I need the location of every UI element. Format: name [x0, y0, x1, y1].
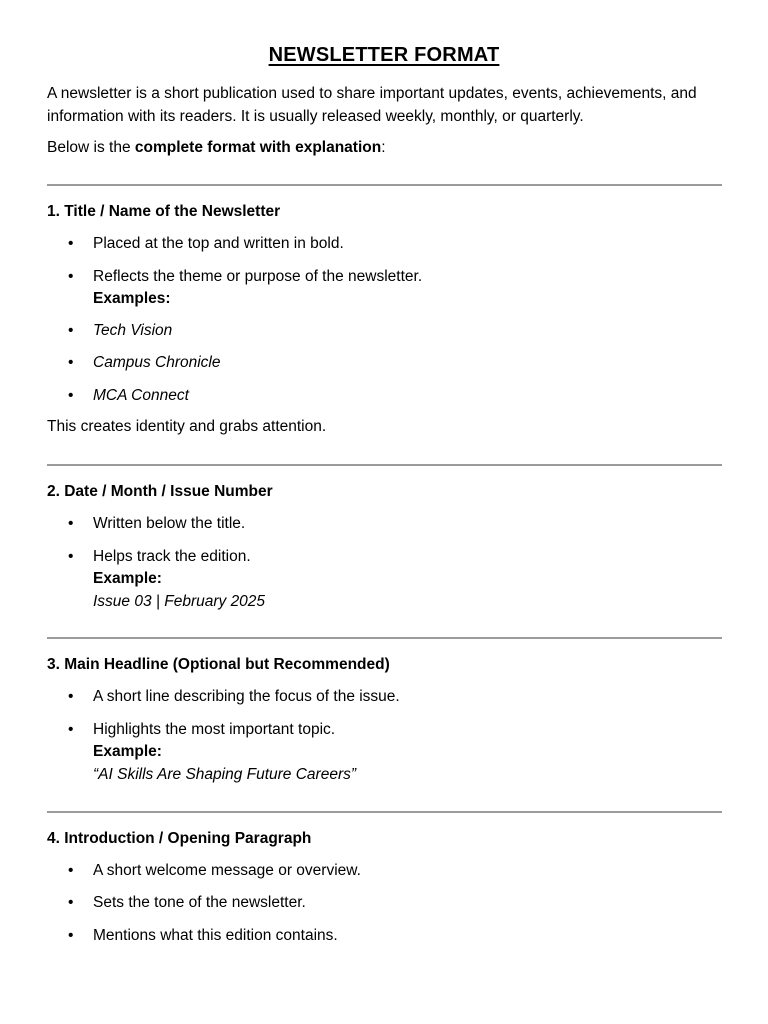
- section-1-closing: This creates identity and grabs attention.: [47, 418, 327, 435]
- section-divider: [47, 464, 722, 466]
- bullet-icon: •: [68, 268, 74, 285]
- bullet-icon: •: [68, 894, 74, 911]
- example-item-text: Campus Chronicle: [93, 354, 221, 371]
- section-3-heading: 3. Main Headline (Optional but Recommended): [47, 656, 390, 673]
- list-item-text: A short welcome message or overview.: [93, 862, 361, 879]
- list-item-text: Sets the tone of the newsletter.: [93, 894, 306, 911]
- bullet-icon: •: [68, 688, 74, 705]
- section-divider: [47, 811, 722, 813]
- bullet-icon: •: [68, 235, 74, 252]
- example-label: Example:: [93, 570, 162, 587]
- format-intro-bold: complete format with explanation: [134, 139, 382, 156]
- document-title: NEWSLETTER FORMAT: [268, 44, 500, 66]
- list-item-text: Reflects the theme or purpose of the newsletter.: [93, 268, 423, 285]
- example-item-text: Tech Vision: [93, 322, 173, 339]
- section-1-heading: 1. Title / Name of the Newsletter: [47, 203, 281, 220]
- bullet-icon: •: [68, 721, 74, 738]
- bullet-icon: •: [68, 515, 74, 532]
- section-4-heading: 4. Introduction / Opening Paragraph: [47, 830, 312, 847]
- format-intro-line: [47, 136, 727, 159]
- example-text: “AI Skills Are Shaping Future Careers”: [93, 766, 357, 783]
- list-item-text: Mentions what this edition contains.: [93, 927, 338, 944]
- bullet-icon: •: [68, 862, 74, 879]
- list-item-text: Highlights the most important topic.: [93, 721, 336, 738]
- example-label: Examples:: [93, 290, 171, 307]
- format-intro-suffix: :: [381, 139, 386, 156]
- section-2-heading: 2. Date / Month / Issue Number: [47, 483, 273, 500]
- list-item-text: Written below the title.: [93, 515, 246, 532]
- bullet-icon: •: [68, 354, 74, 371]
- example-text: Issue 03 | February 2025: [93, 593, 266, 610]
- bullet-icon: •: [68, 548, 74, 565]
- bullet-icon: •: [68, 387, 74, 404]
- bullet-icon: •: [68, 322, 74, 339]
- list-item-text: A short line describing the focus of the issue.: [93, 688, 400, 705]
- example-item-text: MCA Connect: [93, 387, 189, 404]
- list-item-text: Helps track the edition.: [93, 548, 251, 565]
- bullet-icon: •: [68, 927, 74, 944]
- example-label: Example:: [93, 743, 162, 760]
- intro-paragraph: A newsletter is a short publication used to share important updates, events, achievements, and information with its readers. It is usually released weekly, monthly, or quarterly.: [47, 85, 697, 125]
- section-divider: [47, 184, 722, 186]
- list-item-text: Placed at the top and written in bold.: [93, 235, 344, 252]
- format-intro-prefix: Below is the: [47, 139, 135, 156]
- section-divider: [47, 637, 722, 639]
